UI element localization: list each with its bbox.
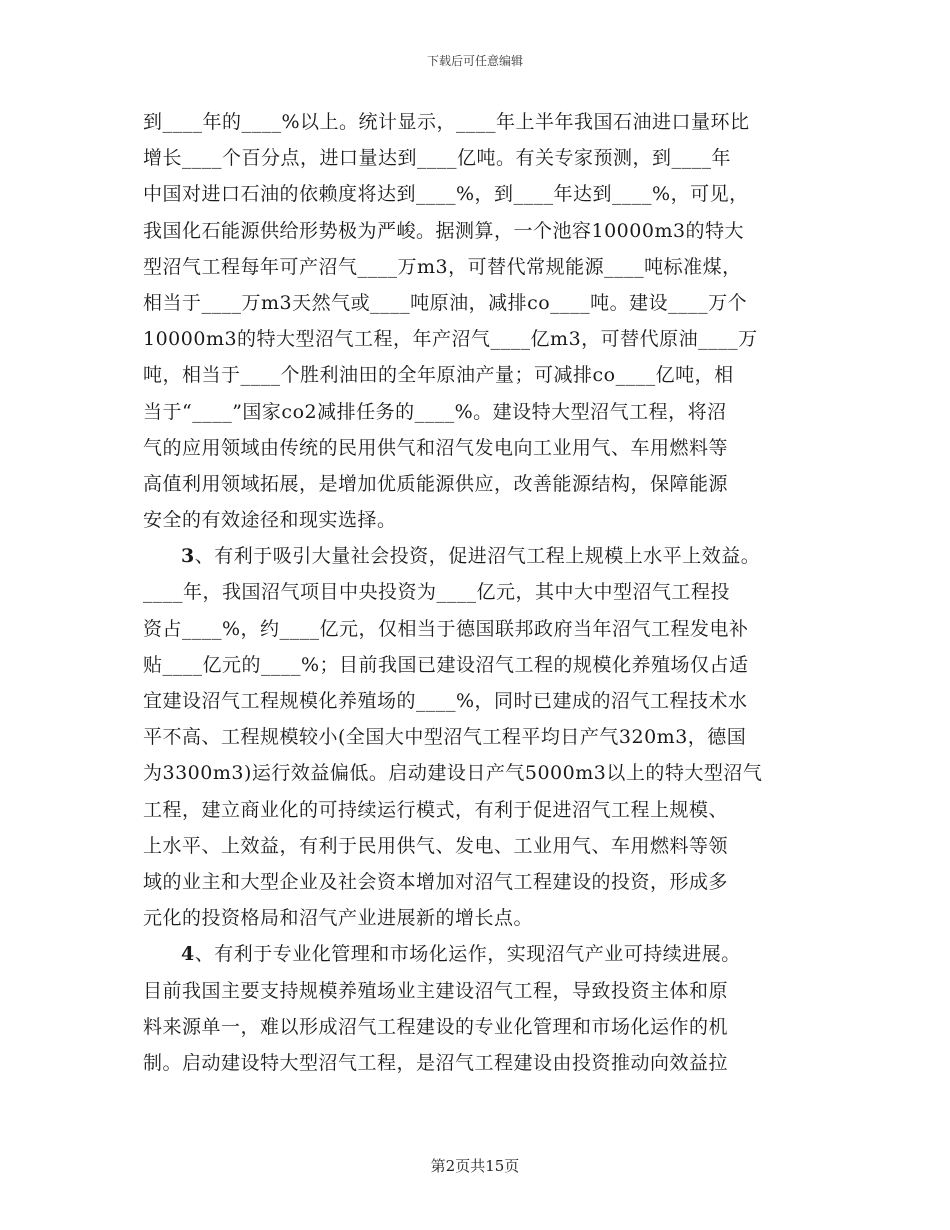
text-line: [143, 936, 807, 972]
text-line: 高值利用领域拓展，是增加优质能源供应，改善能源结构，保障能源: [143, 472, 729, 495]
section-number: 4: [181, 943, 195, 966]
text-line-content: 、有利于专业化管理和市场化运作，实现沼气产业可持续进展。: [194, 943, 741, 966]
text-line: 贴____亿元的____%；目前我国已建设沼气工程的规模化养殖场仅占适: [143, 653, 749, 676]
text-line: 制。启动建设特大型沼气工程，是沼气工程建设由投资推动向效益拉: [143, 1051, 729, 1074]
text-line: 安全的有效途径和现实选择。: [143, 509, 397, 532]
text-line: 吨，相当于____个胜利油田的全年原油产量；可减排co____亿吨，相: [143, 364, 734, 387]
text-line: ____年，我国沼气项目中央投资为____亿元，其中大中型沼气工程投: [143, 581, 731, 604]
page-header: 下载后可任意编辑: [426, 54, 523, 68]
text-line-content: 、有利于吸引大量社会投资，促进沼气工程上规模上水平上效益。: [194, 545, 761, 568]
text-line: 域的业主和大型企业及社会资本增加对沼气工程建设的投资，形成多: [143, 870, 729, 893]
document-body: [143, 104, 807, 1081]
page-number: 第2页共15页: [430, 1157, 520, 1175]
text-line: 气的应用领域由传统的民用供气和沼气发电向工业用气、车用燃料等: [143, 436, 729, 459]
text-line: 元化的投资格局和沼气产业进展新的增长点。: [143, 907, 534, 930]
text-line: 目前我国主要支持规模养殖场业主建设沼气工程，导致投资主体和原: [143, 979, 729, 1002]
text-line: 料来源单一，难以形成沼气工程建设的专业化管理和市场化运作的机: [143, 1015, 729, 1038]
text-line: 型沼气工程每年可产沼气____万m3，可替代常规能源____吨标准煤，: [143, 255, 742, 278]
text-line: 当于“____”国家co2减排任务的____%。建设特大型沼气工程，将沼: [143, 400, 727, 423]
text-line: 我国化石能源供给形势极为严峻。据测算，一个池容10000m3的特大: [143, 219, 745, 242]
text-line: 到____年的____%以上。统计显示，____年上半年我国石油进口量环比: [143, 111, 750, 133]
text-line: 资占____%，约____亿元，仅相当于德国联邦政府当年沼气工程发电补: [143, 617, 749, 640]
text-line: 中国对进口石油的依赖度将达到____%，到____年达到____%，可见，: [143, 183, 749, 206]
text-line: 相当于____万m3天然气或____吨原油，减排co____吨。建设____万个: [143, 291, 748, 314]
text-line: 为3300m3)运行效益偏低。启动建设日产气5000m3以上的特大型沼气: [143, 762, 763, 785]
text-line: 平不高、工程规模较小(全国大中型沼气工程平均日产气320m3，德国: [143, 726, 747, 749]
text-line: 10000m3的特大型沼气工程，年产沼气____亿m3，可替代原油____万: [143, 328, 758, 351]
text-line: 上水平、上效益，有利于民用供气、发电、工业用气、车用燃料等领: [143, 834, 729, 857]
text-line: 工程，建立商业化的可持续运行模式，有利于促进沼气工程上规模、: [143, 798, 729, 821]
text-line: 宜建设沼气工程规模化养殖场的____%，同时已建成的沼气工程技术水: [143, 690, 748, 712]
text-line: 增长____个百分点，进口量达到____亿吨。有关专家预测，到____年: [143, 147, 732, 170]
section-number: 3: [181, 545, 195, 568]
text-line: [143, 538, 807, 574]
